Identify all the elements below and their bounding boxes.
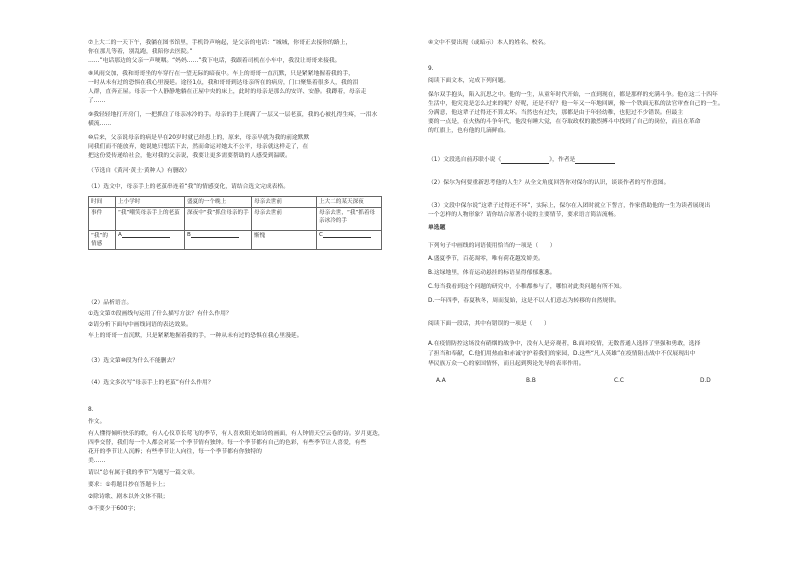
answer-blank-author[interactable]: [575, 157, 615, 164]
table-cell: [116, 231, 185, 250]
paragraph-9-line-1: ⑨我轻轻地打开房门，一把抓住了母亲冰冷的手。母亲的手上爬满了一层又一层老茧，我的心被扎得生疼，一泪水: [88, 112, 378, 118]
paragraph-8-line-3: 人群，直奔正屋。母亲一个人静静地躺在正屋中央的床上，此时的母亲是那么的安详、安静。我蹲着，母亲走: [88, 89, 367, 95]
requirement-3: ③不要少于600字；: [88, 506, 140, 512]
mc-1-option-c[interactable]: C.每当我看到这个问题的研究中，小稚都参与了，哪怕对此类问题有所不知。: [428, 284, 626, 290]
table-cell: 母亲去世前: [252, 208, 317, 231]
question-2: （2）品析语言。: [88, 300, 133, 306]
mc-2-body-line-3: 华民族万众一心的家国情怀，而且起到舆论先导的表率作用。: [428, 361, 585, 367]
paragraph-8-line-1: ⑧风雨交加，我和哥哥坐的车穿行在一望无际的暗夜中。车上的哥哥一直沉默，只是紧紧地握着我的手，: [88, 71, 355, 77]
answer-c-label: C: [319, 232, 323, 238]
table-header-cell: 上大二的某天深夜: [317, 197, 382, 208]
source-note: （节选自《黄河·黄土·黄种人》有删改）: [88, 168, 191, 174]
left-column: [88, 0, 382, 562]
table-cell: [185, 231, 252, 250]
question-number-9: 9.: [428, 66, 434, 72]
requirement-2: ②除诗歌、剧本以外文体不限；: [88, 494, 169, 500]
table-cell: 事件: [89, 208, 116, 231]
essay-line-1: 有人懂得倾听快乐的歌，有人心仪草长莺飞的季节，有人喜欢阳光如诗的画面，有人钟情天空云卷的诗。岁月更迭，: [88, 431, 384, 437]
passage-line-4: 要的一点是，在火热的斗争年代，他没有睡大觉，在夺取政权的激烈搏斗中找到了自己的岗位，而且在革命: [428, 119, 701, 125]
table-cell: “我”嘲笑母亲手上的老茧: [116, 208, 185, 231]
table-cell: “我”的情感: [89, 231, 116, 250]
question-9-3-line-1: （3）文段中保尔说“这辈子过得还不坏”，实际上，保尔在入团时就立下誓言，作家借助他的一生为读者展现出: [428, 203, 711, 209]
mc-1-option-d[interactable]: D.一年四季，春夏秋冬，周而复始，这是不以人们意志为转移的自然规律。: [428, 298, 620, 304]
paragraph-7-line-2: 你在那儿等着，别乱跑，我陪你去医院。”: [88, 49, 193, 55]
requirement-1: 要求：①将题目抄在答题卡上；: [88, 482, 169, 488]
mc-2-option-c[interactable]: C.C: [614, 378, 624, 384]
passage-line-3: 分满意，他这辈子过得还不算太坏。当然也有过失，那都是由于年轻幼稚，也犯过不少错误。但最主: [428, 110, 684, 116]
passage-line-5: 的红旗上，也有他的几滴鲜血。: [428, 128, 510, 134]
question-number-8: 8.: [88, 407, 94, 413]
right-column: [428, 0, 758, 562]
paragraph-10-line-2: 同我们而不能放弃，她说她只想活下去，然而命运对她太不公平，母亲就这样走了，在: [88, 144, 309, 150]
question-9-3-line-2: 一个怎样的人物形象？请你结合原著小说的主要情节，要求语言简洁流畅。: [428, 212, 620, 218]
essay-line-2: 四季交替，我们每一个人都会对某一个季节情有独钟。每一个季节都有自己的色彩，有些季节让人喜爱，有些: [88, 440, 367, 446]
question-4: （4）选文多次写“母亲手上的老茧”有什么作用？: [88, 380, 214, 386]
paragraph-8-line-4: 了……: [88, 98, 106, 104]
mc-1-stem: 下列句子中画线的词语使用恰当的一项是（ ）: [428, 243, 556, 249]
table-header-cell: 盛夏的一个晚上: [185, 197, 252, 208]
table-cell: [317, 231, 382, 250]
question-9-1: [428, 157, 615, 164]
question-9-1-text: （1）文段选自前苏联小说《: [428, 157, 502, 163]
table-header-cell: 时间: [89, 197, 116, 208]
answer-a-label: A: [118, 232, 122, 238]
requirement-4: ④文中不要出现（或暗示）本人的姓名、校名。: [428, 40, 550, 46]
question-9-2: （2）保尔为何要重新思考他的人生？从全文角度回答你对保尔的认识，谈谈作者的写作意图。: [428, 180, 670, 186]
essay-line-4: 美……: [88, 458, 106, 464]
paragraph-8-line-2: 一时从未有过的恐惧在我心里漫延。途径1点，我和哥哥到达母亲所在的病房，门口聚集着很多人，我的泪: [88, 80, 359, 86]
table-cell: 惭愧: [252, 231, 317, 250]
question-1: （1）选文中，母亲手上的老茧串连着“我”的情感变化，请结合选文完成表格。: [88, 184, 289, 190]
mc-1-option-b[interactable]: B.这绿地里，体育运动悬挂的标语显得郁郁葱葱。: [428, 270, 556, 276]
reading-intro: 阅读下面文本，完成下列问题。: [428, 78, 510, 84]
passage-line-1: 保尔双手抱头，陷入沉思之中。他的一生，从童年时代开始，一直到现在，都是那样的充满斗争。他在这二十四年: [428, 92, 718, 98]
essay-label: 作文。: [88, 419, 106, 425]
mc-2-option-d[interactable]: D.D: [700, 378, 711, 384]
question-2-part-2: ②请分析下面句中画线词语的表达效果。: [88, 322, 192, 328]
mc-2-body-line-2: 了担当和奉献，C.他们用热血和赤诚守护着我们的家园，D.这些“凡人英雄”在疫情阻击战中不仅展现出中: [428, 351, 696, 357]
table-cell: 母亲去世，“我”抓着母亲冰冷的手: [317, 208, 382, 231]
essay-prompt: 请以“总有属于我的季节”为题写一篇文章。: [88, 470, 199, 476]
question-3: （3）选文第⑩段为什么不能删去？: [88, 358, 179, 364]
mc-2-stem: 阅读下面一段话，其中有错误的一项是（ ）: [428, 321, 550, 327]
answer-blank-novel[interactable]: [501, 157, 549, 164]
answer-blank[interactable]: [323, 231, 371, 238]
question-9-1-text-b: 》，作者是: [549, 157, 576, 163]
paragraph-10-line-1: ⑩后来，父亲说母亲的病是早在20岁时就已经患上的，原来，母亲早就为我的前途默默: [88, 135, 310, 141]
table-header-cell: 上小学时: [116, 197, 185, 208]
paragraph-9-line-2: 横流……: [88, 121, 112, 127]
answer-blank[interactable]: [122, 231, 170, 238]
mc-2-option-b[interactable]: B.B: [526, 378, 536, 384]
mc-2-body-line-1: A.在疫情防控这场没有硝烟的战争中，没有人是旁观者，B.面对疫情，无数普通人选择了坚强和勇敢，选择: [428, 341, 701, 347]
question-2-part-1: ①选文第⑦段画线句运用了什么描写方法？有什么作用？: [88, 311, 232, 317]
answer-blank[interactable]: [191, 231, 239, 238]
mc-2-option-a[interactable]: A.A: [436, 378, 446, 384]
question-2-sentence: 车上的哥哥一直沉默，只是紧紧地握着我的手，一种从未有过的恐惧在我心里漫延。: [88, 333, 303, 339]
mc-1-option-a[interactable]: A.盛夏季节，百花凋零，唯有荷花越发娇美。: [428, 256, 544, 262]
table-cell: 深夜中“我”抓住母亲的手: [185, 208, 252, 231]
emotion-table: [88, 196, 382, 250]
paragraph-7-line-1: ⑦上大二的一天下午，我躺在图书馆里，手机铃声响起，是父亲的电话：“城城，你哥正去接你的路上，: [88, 40, 352, 46]
essay-line-3: 花开的季节让人沉醉；有些季节让人向往，每一个季节都有你独特的: [88, 449, 262, 455]
section-heading: 单选题: [428, 225, 446, 231]
passage-line-2: 生活中，他究竟是怎么过来的呢？好呢，还是不好？他一年又一年地回顾，像一个铁面无私的法官审查自己的一生。: [428, 101, 724, 107]
paragraph-7-line-3: ……”电话那边的父亲一声哽咽。“妈妈……”我下电话，我跟着司机在小车中，我没让哥哥来接我。: [88, 58, 341, 64]
paragraph-10-line-3: 把这份爱传递给社会，他对我的父亲说，我要让更多需要帮助的人感受到温暖。: [88, 153, 291, 159]
table-header-cell: 母亲去世前: [252, 197, 317, 208]
answer-b-label: B: [187, 232, 191, 238]
